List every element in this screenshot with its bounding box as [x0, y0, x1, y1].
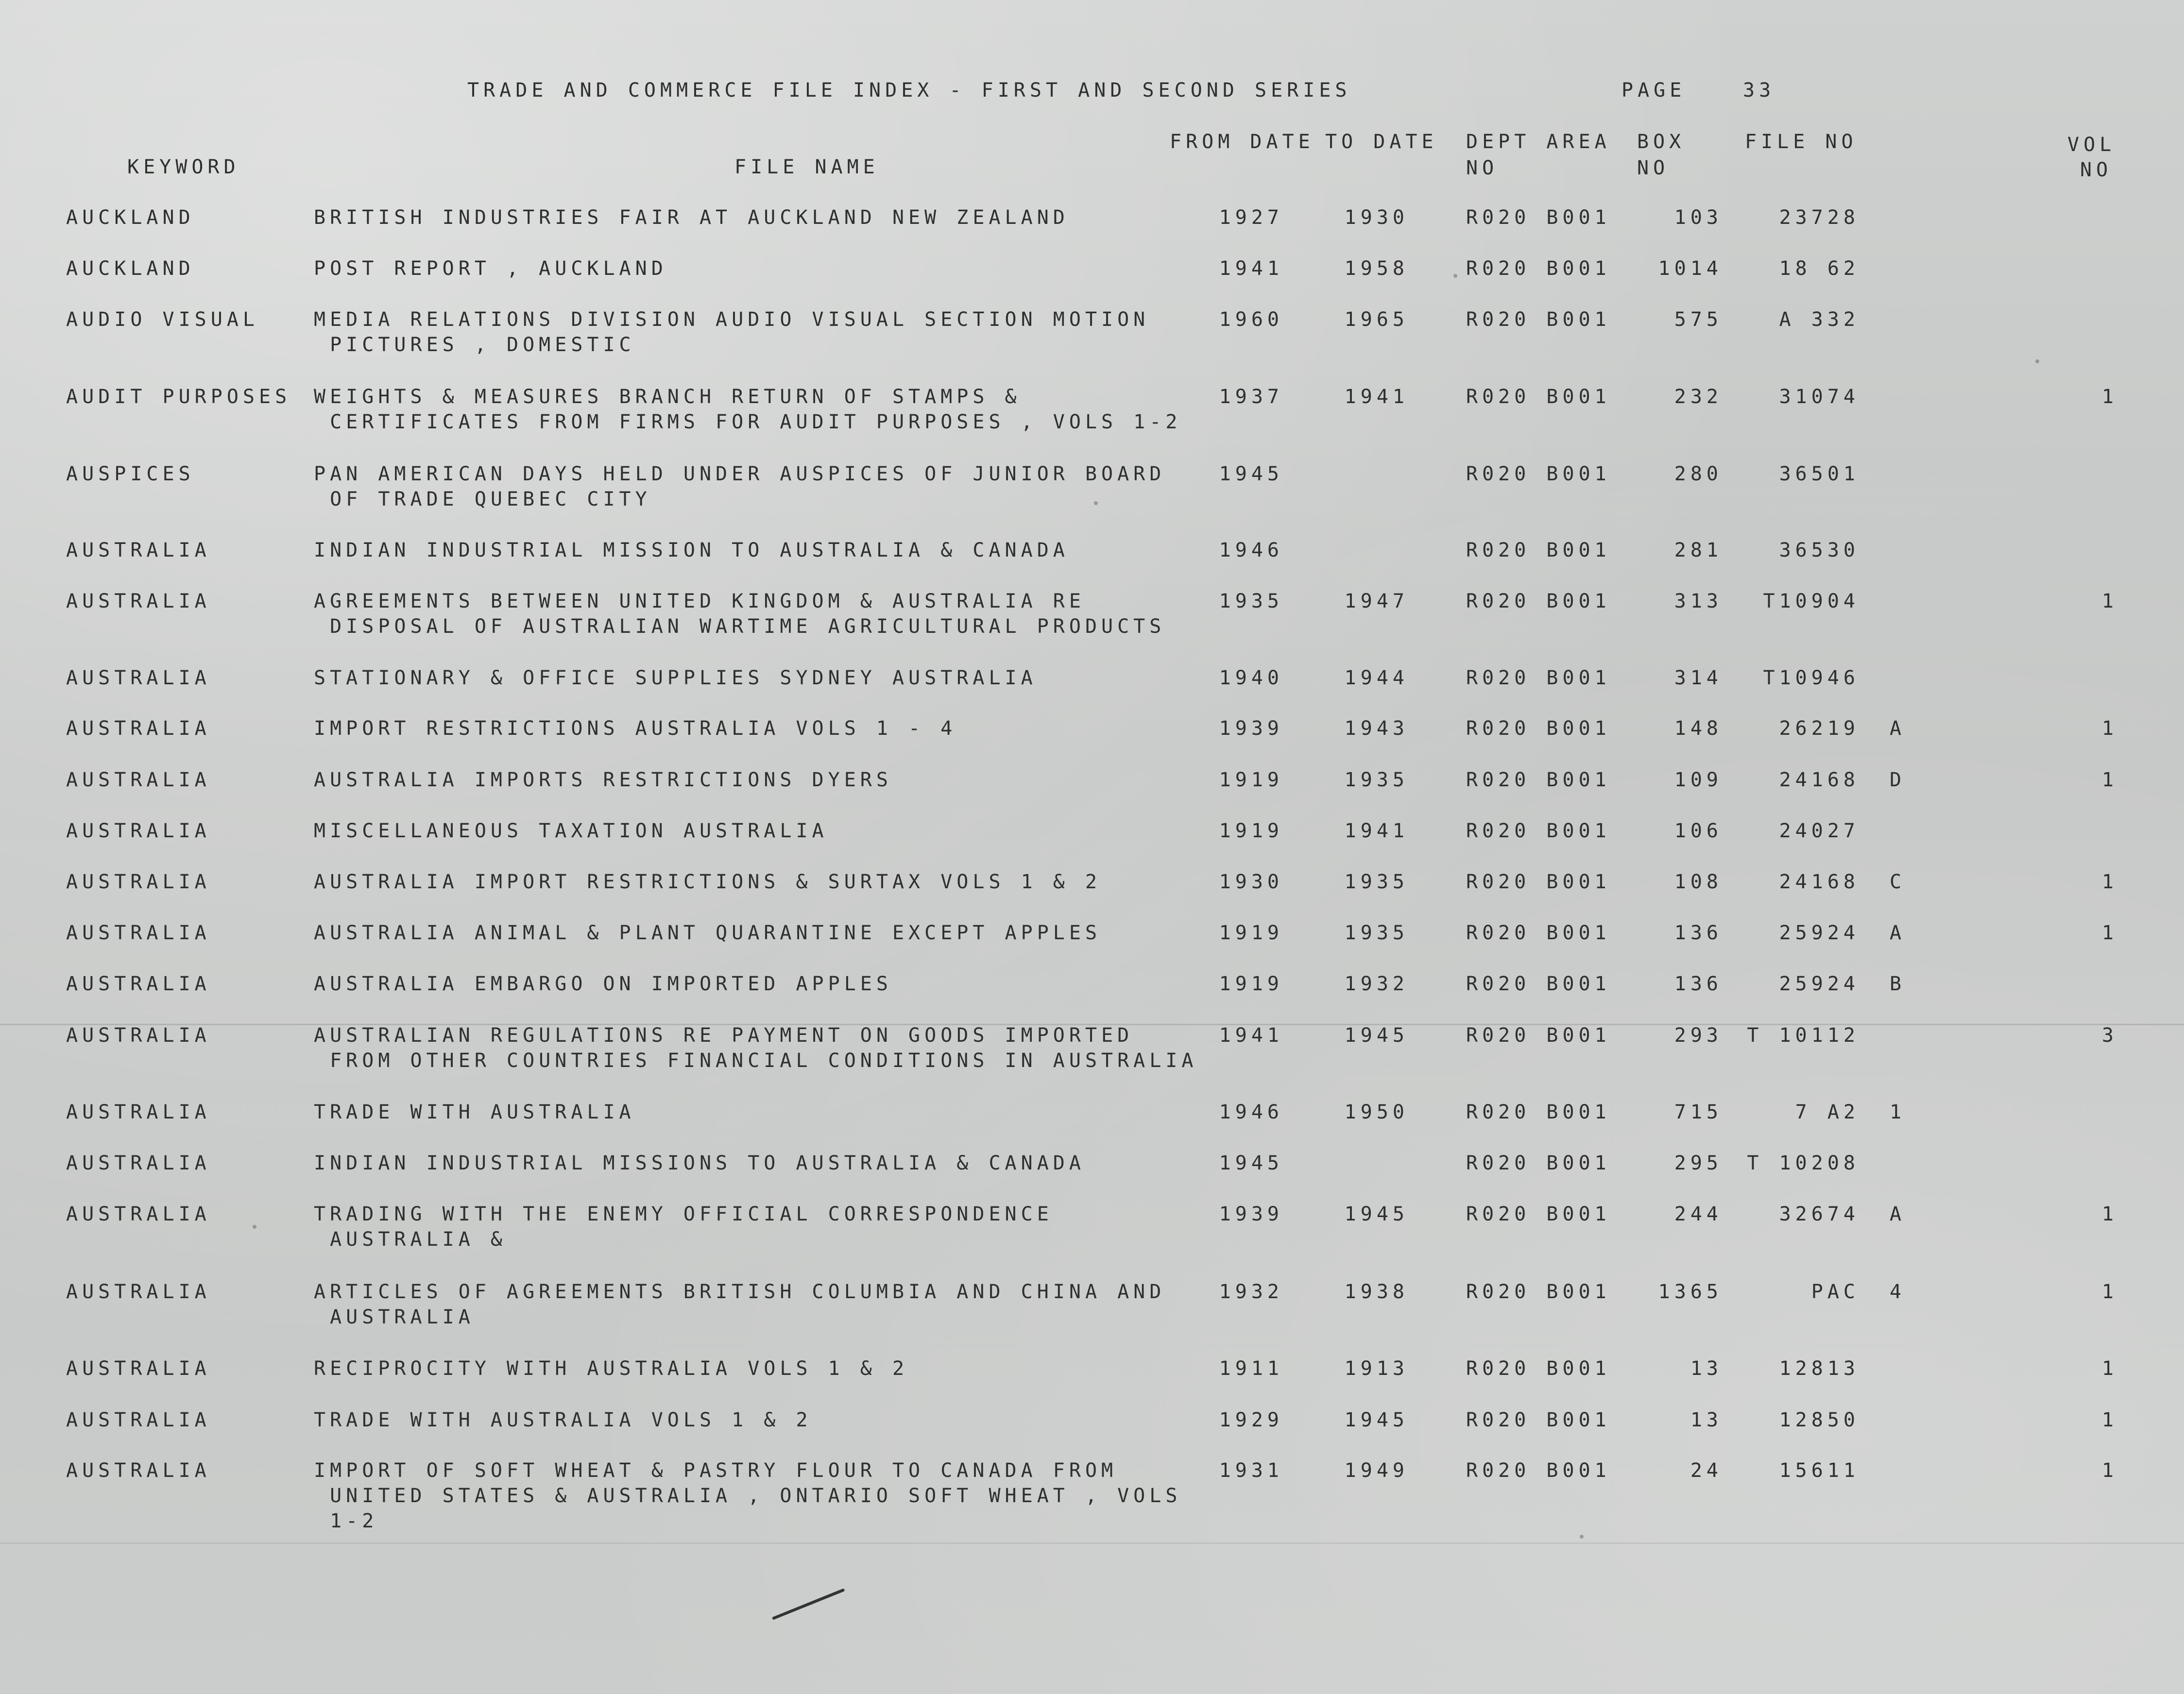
- box-no-cell: 1014: [1658, 257, 1723, 280]
- file-no-cell: 24168: [1779, 871, 1860, 893]
- box-no-cell: 232: [1674, 386, 1723, 408]
- keyword-cell: AUDIT PURPOSES: [66, 386, 291, 408]
- box-no-cell: 109: [1674, 769, 1723, 791]
- from-date-cell: 1945: [1219, 463, 1283, 485]
- dept-area-cell: R020 B001: [1466, 1024, 1611, 1047]
- from-date-cell: 1919: [1219, 973, 1283, 995]
- dust-speck: [1453, 274, 1457, 278]
- keyword-cell: AUSTRALIA: [66, 1024, 211, 1047]
- file-name-cell: ARTICLES OF AGREEMENTS BRITISH COLUMBIA AND CHINA AND: [314, 1281, 1166, 1303]
- from-date-cell: 1945: [1219, 1152, 1283, 1174]
- to-date-cell: 1935: [1344, 871, 1409, 893]
- keyword-cell: AUSPICES: [66, 463, 195, 485]
- keyword-cell: AUSTRALIA: [66, 973, 211, 995]
- vol-no-cell: 1: [2101, 769, 2118, 791]
- file-no-cell: 26219: [1779, 717, 1860, 740]
- keyword-cell: AUSTRALIA: [66, 590, 211, 612]
- file-no-cell: 23728: [1779, 206, 1860, 229]
- file-no-cell: 12850: [1779, 1409, 1860, 1431]
- to-date-cell: 1935: [1344, 922, 1409, 944]
- file-no-cell: T 10208: [1747, 1152, 1860, 1174]
- vol-no-cell: 1: [2101, 1357, 2118, 1380]
- file-no-cell: 12813: [1779, 1357, 1860, 1380]
- file-name-cell: MEDIA RELATIONS DIVISION AUDIO VISUAL SECTION MOTION: [314, 308, 1150, 331]
- box-no-cell: 1365: [1658, 1281, 1723, 1303]
- dept-area-cell: R020 B001: [1466, 667, 1611, 689]
- file-no-cell: 36530: [1779, 539, 1860, 561]
- document-title: TRADE AND COMMERCE FILE INDEX - FIRST AND SECOND SERIES: [467, 79, 1351, 102]
- from-date-cell: 1937: [1219, 386, 1283, 408]
- keyword-cell: AUSTRALIA: [66, 539, 211, 561]
- dept-area-cell: R020 B001: [1466, 463, 1611, 485]
- keyword-cell: AUCKLAND: [66, 257, 195, 280]
- keyword-cell: AUSTRALIA: [66, 922, 211, 944]
- column-header-file-name: FILE NAME: [734, 156, 879, 178]
- column-header-keyword: KEYWORD: [127, 156, 240, 178]
- scan-line: [0, 1542, 2184, 1544]
- file-no-cell: T 10112: [1747, 1024, 1860, 1047]
- box-no-cell: 281: [1674, 539, 1723, 561]
- dust-speck: [253, 1225, 256, 1229]
- file-suffix-cell: C: [1890, 871, 1906, 893]
- vol-no-cell: 3: [2101, 1024, 2118, 1047]
- file-no-cell: 18 62: [1779, 257, 1860, 280]
- file-no-cell: A 332: [1779, 308, 1860, 331]
- file-name-cell: PAN AMERICAN DAYS HELD UNDER AUSPICES OF JUNIOR BOARD: [314, 463, 1166, 485]
- from-date-cell: 1946: [1219, 539, 1283, 561]
- to-date-cell: 1935: [1344, 769, 1409, 791]
- file-no-cell: 24027: [1779, 820, 1860, 842]
- file-no-cell: 31074: [1779, 386, 1860, 408]
- dept-area-cell: R020 B001: [1466, 769, 1611, 791]
- file-name-cell: TRADE WITH AUSTRALIA: [314, 1101, 635, 1123]
- to-date-cell: 1945: [1344, 1409, 1409, 1431]
- box-no-cell: 103: [1674, 206, 1723, 229]
- keyword-cell: AUSTRALIA: [66, 820, 211, 842]
- to-date-cell: 1941: [1344, 820, 1409, 842]
- dust-speck: [1094, 501, 1098, 505]
- to-date-cell: 1932: [1344, 973, 1409, 995]
- file-name-cell: AGREEMENTS BETWEEN UNITED KINGDOM & AUSTRALIA RE: [314, 590, 1085, 612]
- dept-area-cell: R020 B001: [1466, 1409, 1611, 1431]
- file-name-cell: INDIAN INDUSTRIAL MISSION TO AUSTRALIA & CANADA: [314, 539, 1069, 561]
- keyword-cell: AUSTRALIA: [66, 1152, 211, 1174]
- file-name-cell: AUSTRALIA IMPORTS RESTRICTIONS DYERS: [314, 769, 892, 791]
- keyword-cell: AUSTRALIA: [66, 1357, 211, 1380]
- vol-no-cell: 1: [2101, 386, 2118, 408]
- keyword-cell: AUCKLAND: [66, 206, 195, 229]
- vol-no-cell: 1: [2101, 1203, 2118, 1225]
- column-header-box: BOX: [1637, 131, 1686, 153]
- file-name-cell: INDIAN INDUSTRIAL MISSIONS TO AUSTRALIA & CANADA: [314, 1152, 1085, 1174]
- file-name-cell: STATIONARY & OFFICE SUPPLIES SYDNEY AUSTRALIA: [314, 667, 1037, 689]
- vol-no-cell: 1: [2101, 590, 2118, 612]
- file-suffix-cell: A: [1890, 922, 1906, 944]
- from-date-cell: 1919: [1219, 769, 1283, 791]
- dept-area-cell: R020 B001: [1466, 539, 1611, 561]
- file-suffix-cell: 4: [1890, 1281, 1906, 1303]
- to-date-cell: 1950: [1344, 1101, 1409, 1123]
- from-date-cell: 1939: [1219, 717, 1283, 740]
- file-no-cell: 25924: [1779, 922, 1860, 944]
- file-name-cell: WEIGHTS & MEASURES BRANCH RETURN OF STAMPS &: [314, 386, 1021, 408]
- box-no-cell: 106: [1674, 820, 1723, 842]
- box-no-cell: 314: [1674, 667, 1723, 689]
- dept-area-cell: R020 B001: [1466, 1101, 1611, 1123]
- box-no-cell: 575: [1674, 308, 1723, 331]
- file-name-cell: 1-2: [314, 1510, 378, 1532]
- file-no-cell: PAC: [1811, 1281, 1860, 1303]
- box-no-cell: 108: [1674, 871, 1723, 893]
- box-no-cell: 136: [1674, 973, 1723, 995]
- from-date-cell: 1946: [1219, 1101, 1283, 1123]
- file-name-cell: IMPORT RESTRICTIONS AUSTRALIA VOLS 1 - 4: [314, 717, 957, 740]
- keyword-cell: AUDIO VISUAL: [66, 308, 259, 331]
- page-number: 33: [1743, 79, 1775, 102]
- dept-area-cell: R020 B001: [1466, 590, 1611, 612]
- dept-area-cell: R020 B001: [1466, 1357, 1611, 1380]
- box-no-cell: 13: [1690, 1409, 1723, 1431]
- to-date-cell: 1958: [1344, 257, 1409, 280]
- to-date-cell: 1945: [1344, 1024, 1409, 1047]
- dept-area-cell: R020 B001: [1466, 1459, 1611, 1482]
- file-name-cell: AUSTRALIA IMPORT RESTRICTIONS & SURTAX VOLS 1 & 2: [314, 871, 1102, 893]
- file-no-cell: 7 A2: [1795, 1101, 1860, 1123]
- file-name-cell: POST REPORT , AUCKLAND: [314, 257, 667, 280]
- file-name-cell: TRADING WITH THE ENEMY OFFICIAL CORRESPONDENCE: [314, 1203, 1053, 1225]
- from-date-cell: 1941: [1219, 257, 1283, 280]
- file-name-cell: AUSTRALIA ANIMAL & PLANT QUARANTINE EXCEPT APPLES: [314, 922, 1102, 944]
- from-date-cell: 1941: [1219, 1024, 1283, 1047]
- file-no-cell: 15611: [1779, 1459, 1860, 1482]
- keyword-cell: AUSTRALIA: [66, 717, 211, 740]
- dept-area-cell: R020 B001: [1466, 973, 1611, 995]
- dept-area-cell: R020 B001: [1466, 871, 1611, 893]
- column-header-dept-area: DEPT AREA: [1466, 131, 1611, 153]
- to-date-cell: 1943: [1344, 717, 1409, 740]
- vol-no-cell: 1: [2101, 1409, 2118, 1431]
- column-header-vol: VOL: [2067, 134, 2116, 156]
- vol-no-cell: 1: [2101, 922, 2118, 944]
- vol-no-cell: 1: [2101, 717, 2118, 740]
- column-header-file-no: FILE NO: [1745, 131, 1858, 153]
- file-suffix-cell: A: [1890, 717, 1906, 740]
- file-name-cell: AUSTRALIAN REGULATIONS RE PAYMENT ON GOODS IMPORTED: [314, 1024, 1134, 1047]
- keyword-cell: AUSTRALIA: [66, 1203, 211, 1225]
- file-name-cell: CERTIFICATES FROM FIRMS FOR AUDIT PURPOSES , VOLS 1-2: [314, 411, 1182, 433]
- column-header-vol-no: NO: [2080, 159, 2113, 181]
- dept-area-cell: R020 B001: [1466, 717, 1611, 740]
- box-no-cell: 148: [1674, 717, 1723, 740]
- file-name-cell: AUSTRALIA: [314, 1306, 475, 1328]
- vol-no-cell: 1: [2101, 1459, 2118, 1482]
- from-date-cell: 1939: [1219, 1203, 1283, 1225]
- column-header-dept-area-no: NO: [1466, 157, 1499, 179]
- to-date-cell: 1944: [1344, 667, 1409, 689]
- file-name-cell: TRADE WITH AUSTRALIA VOLS 1 & 2: [314, 1409, 812, 1431]
- file-no-cell: 24168: [1779, 769, 1860, 791]
- dust-speck: [2035, 359, 2039, 363]
- keyword-cell: AUSTRALIA: [66, 871, 211, 893]
- keyword-cell: AUSTRALIA: [66, 1459, 211, 1482]
- from-date-cell: 1932: [1219, 1281, 1283, 1303]
- from-date-cell: 1940: [1219, 667, 1283, 689]
- from-date-cell: 1911: [1219, 1357, 1283, 1380]
- from-date-cell: 1931: [1219, 1459, 1283, 1482]
- column-header-box-no: NO: [1637, 157, 1670, 179]
- box-no-cell: 24: [1690, 1459, 1723, 1482]
- box-no-cell: 136: [1674, 922, 1723, 944]
- file-name-cell: FROM OTHER COUNTRIES FINANCIAL CONDITIONS IN AUSTRALIA: [314, 1050, 1198, 1072]
- dept-area-cell: R020 B001: [1466, 206, 1611, 229]
- file-name-cell: AUSTRALIA &: [314, 1228, 507, 1251]
- to-date-cell: 1965: [1344, 308, 1409, 331]
- to-date-cell: 1930: [1344, 206, 1409, 229]
- column-header-to-date: TO DATE: [1325, 131, 1438, 153]
- page-label: PAGE: [1621, 79, 1686, 102]
- from-date-cell: 1935: [1219, 590, 1283, 612]
- file-name-cell: OF TRADE QUEBEC CITY: [314, 488, 651, 510]
- file-no-cell: T10946: [1763, 667, 1860, 689]
- keyword-cell: AUSTRALIA: [66, 1409, 211, 1431]
- box-no-cell: 280: [1674, 463, 1723, 485]
- file-name-cell: BRITISH INDUSTRIES FAIR AT AUCKLAND NEW ZEALAND: [314, 206, 1069, 229]
- to-date-cell: 1913: [1344, 1357, 1409, 1380]
- pen-mark: [772, 1588, 845, 1620]
- box-no-cell: 313: [1674, 590, 1723, 612]
- dept-area-cell: R020 B001: [1466, 1152, 1611, 1174]
- dept-area-cell: R020 B001: [1466, 820, 1611, 842]
- dept-area-cell: R020 B001: [1466, 308, 1611, 331]
- from-date-cell: 1960: [1219, 308, 1283, 331]
- dust-speck: [1580, 1535, 1584, 1539]
- vol-no-cell: 1: [2101, 871, 2118, 893]
- file-name-cell: RECIPROCITY WITH AUSTRALIA VOLS 1 & 2: [314, 1357, 909, 1380]
- vol-no-cell: 1: [2101, 1281, 2118, 1303]
- file-no-cell: 25924: [1779, 973, 1860, 995]
- dept-area-cell: R020 B001: [1466, 1203, 1611, 1225]
- file-name-cell: IMPORT OF SOFT WHEAT & PASTRY FLOUR TO CANADA FROM: [314, 1459, 1118, 1482]
- from-date-cell: 1927: [1219, 206, 1283, 229]
- to-date-cell: 1941: [1344, 386, 1409, 408]
- file-suffix-cell: B: [1890, 973, 1906, 995]
- dept-area-cell: R020 B001: [1466, 386, 1611, 408]
- dept-area-cell: R020 B001: [1466, 1281, 1611, 1303]
- file-name-cell: AUSTRALIA EMBARGO ON IMPORTED APPLES: [314, 973, 892, 995]
- file-name-cell: UNITED STATES & AUSTRALIA , ONTARIO SOFT WHEAT , VOLS: [314, 1485, 1182, 1507]
- file-name-cell: DISPOSAL OF AUSTRALIAN WARTIME AGRICULTURAL PRODUCTS: [314, 615, 1166, 638]
- box-no-cell: 13: [1690, 1357, 1723, 1380]
- to-date-cell: 1945: [1344, 1203, 1409, 1225]
- from-date-cell: 1929: [1219, 1409, 1283, 1431]
- from-date-cell: 1919: [1219, 820, 1283, 842]
- box-no-cell: 293: [1674, 1024, 1723, 1047]
- dept-area-cell: R020 B001: [1466, 257, 1611, 280]
- keyword-cell: AUSTRALIA: [66, 769, 211, 791]
- keyword-cell: AUSTRALIA: [66, 1281, 211, 1303]
- box-no-cell: 295: [1674, 1152, 1723, 1174]
- to-date-cell: 1938: [1344, 1281, 1409, 1303]
- file-no-cell: 32674: [1779, 1203, 1860, 1225]
- dept-area-cell: R020 B001: [1466, 922, 1611, 944]
- file-suffix-cell: A: [1890, 1203, 1906, 1225]
- to-date-cell: 1949: [1344, 1459, 1409, 1482]
- to-date-cell: 1947: [1344, 590, 1409, 612]
- file-no-cell: 36501: [1779, 463, 1860, 485]
- column-header-from-date: FROM DATE: [1170, 131, 1314, 153]
- keyword-cell: AUSTRALIA: [66, 667, 211, 689]
- file-name-cell: PICTURES , DOMESTIC: [314, 334, 635, 356]
- keyword-cell: AUSTRALIA: [66, 1101, 211, 1123]
- file-no-cell: T10904: [1763, 590, 1860, 612]
- from-date-cell: 1930: [1219, 871, 1283, 893]
- box-no-cell: 244: [1674, 1203, 1723, 1225]
- from-date-cell: 1919: [1219, 922, 1283, 944]
- file-suffix-cell: D: [1890, 769, 1906, 791]
- box-no-cell: 715: [1674, 1101, 1723, 1123]
- file-suffix-cell: 1: [1890, 1101, 1906, 1123]
- file-name-cell: MISCELLANEOUS TAXATION AUSTRALIA: [314, 820, 828, 842]
